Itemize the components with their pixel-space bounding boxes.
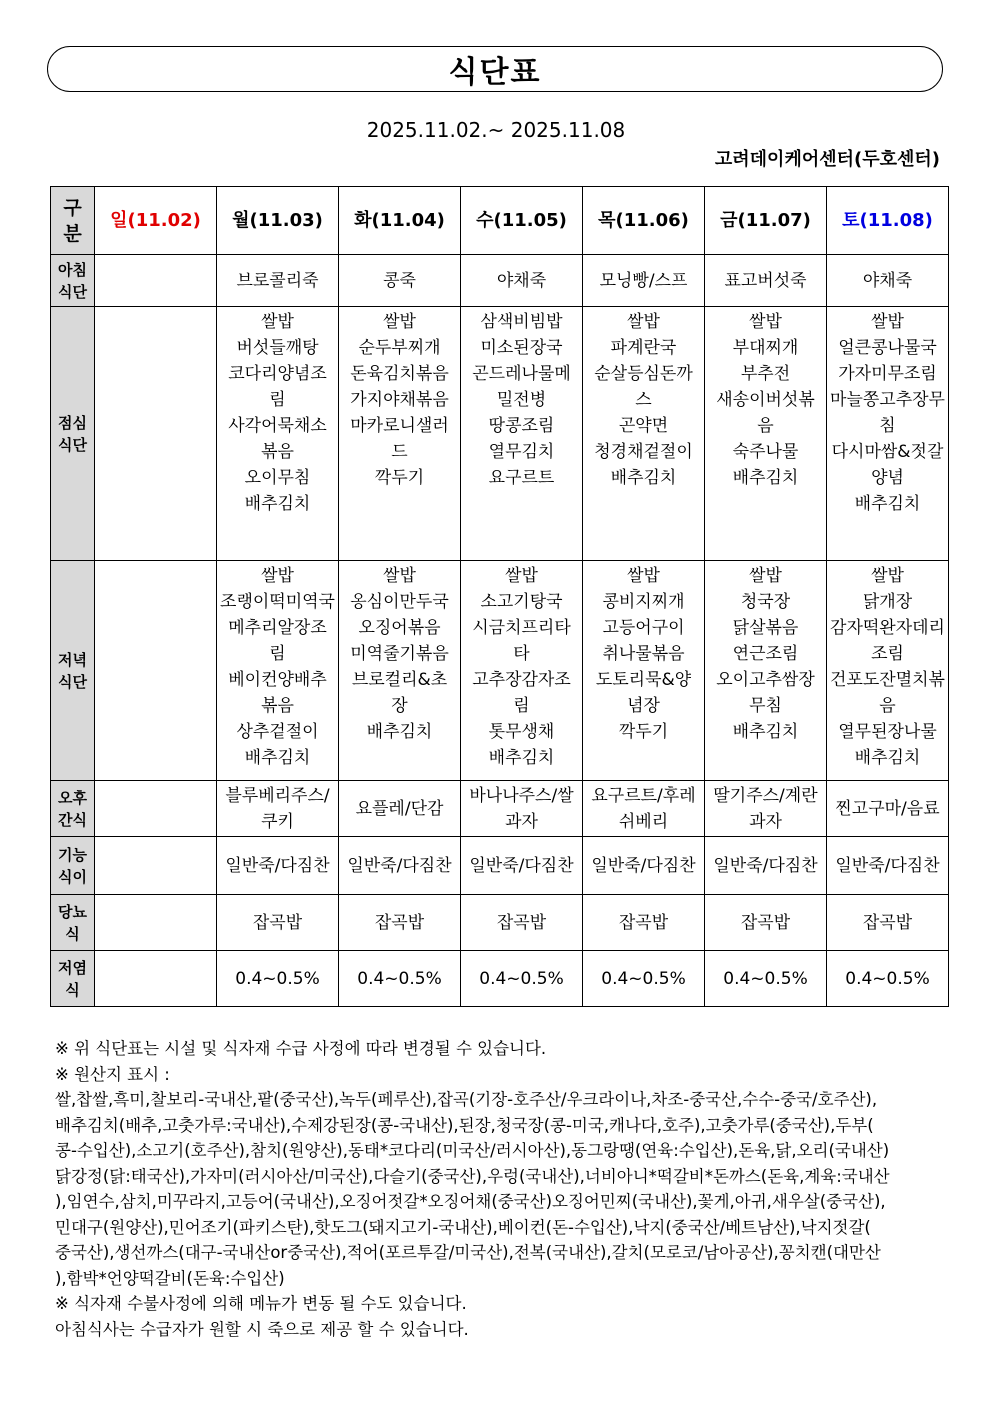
menu-item: 과자 <box>505 811 538 832</box>
menu-item: 얼큰콩나물국 <box>838 338 937 358</box>
menu-item: 돈육김치볶음 <box>350 364 449 384</box>
menu-item: 림 <box>269 644 286 664</box>
menu-item: 삼색비빔밥 <box>480 312 563 332</box>
menu-item: 쿠키 <box>261 811 294 832</box>
row-label-diabetic <box>51 895 95 951</box>
row-label-line: 점심 <box>58 413 87 432</box>
menu-item: 배추김치 <box>854 748 921 768</box>
menu-item: 미소된장국 <box>480 338 563 358</box>
menu-item: 배추김치 <box>244 748 311 768</box>
menu-item: 일반죽/다짐찬 <box>591 855 696 876</box>
note-line: ),함박*언양떡갈비(돈육:수입산) <box>55 1268 285 1288</box>
menu-item: 림 <box>269 390 286 410</box>
menu-item: 땅콩조림 <box>488 416 555 436</box>
row-label-dinner <box>51 561 95 781</box>
note-line: 중국산),생선까스(대구-국내산or중국산),적어(포르투갈/미국산),전복(국내산),갈치(모로코/남아공산),꽁치캔(대만산 <box>55 1243 881 1262</box>
menu-cell-dinner-fri <box>705 561 827 781</box>
note-line: 민대구(원양산),민어조기(파키스탄),핫도그(돼지고기-국내산),베이컨(돈-수입산),낙지(중국산/베트남산),낙지젓갈( <box>55 1217 871 1237</box>
row-label-snack <box>51 781 95 837</box>
menu-item: 쌀밥 <box>383 312 416 332</box>
menu-item: 잡곡밥 <box>374 912 425 933</box>
menu-cell-breakfast-mon <box>217 255 339 307</box>
menu-item: 미역줄기볶음 <box>350 644 449 664</box>
menu-item: 부대찌개 <box>732 338 799 358</box>
menu-cell-diabetic-wed <box>461 895 583 951</box>
menu-item: 잡곡밥 <box>618 912 669 933</box>
menu-item: 청국장 <box>740 592 791 612</box>
menu-cell-dinner-wed <box>461 561 583 781</box>
menu-cell-snack-sat <box>827 781 949 837</box>
menu-item: 새송이버섯볶 <box>716 390 815 410</box>
menu-item: 열무된장나물 <box>838 722 937 742</box>
menu-item: 타 <box>513 644 530 664</box>
menu-cell-breakfast-wed <box>461 255 583 307</box>
menu-item: 취나물볶음 <box>602 644 685 664</box>
menu-item: 가지야채볶음 <box>350 390 449 410</box>
row-label-line: 저녁 <box>58 650 87 669</box>
menu-item: 배추김치 <box>366 722 433 742</box>
row-label-line: 당뇨 <box>58 902 87 921</box>
menu-item: 곤드레나물메 <box>472 364 571 384</box>
menu-item: 코다리양념조 <box>228 364 327 384</box>
menu-body <box>51 255 949 1007</box>
menu-item: 일반죽/다짐찬 <box>469 855 574 876</box>
note-line: ※ 원산지 표시 : <box>55 1064 170 1084</box>
menu-item: 고등어구이 <box>602 618 685 638</box>
menu-item: 숙주나물 <box>732 442 799 462</box>
menu-item: 야채죽 <box>496 270 547 291</box>
row-label-functional <box>51 837 95 895</box>
menu-cell-lunch-fri <box>705 307 827 561</box>
menu-item: 상추겉절이 <box>236 722 319 742</box>
menu-item: 깍두기 <box>618 722 669 742</box>
menu-item: 0.4~0.5% <box>601 968 686 989</box>
center-name: 고려데이케어센터(두호센터) <box>714 149 940 170</box>
menu-cell-dinner-sat <box>827 561 949 781</box>
row-label-lunch <box>51 307 95 561</box>
menu-cell-functional-mon <box>217 837 339 895</box>
menu-cell-lowsalt-thu <box>583 951 705 1007</box>
row-label-line: 아침 <box>58 260 87 279</box>
note-line: 쌀,찹쌀,흑미,찰보리-국내산,팥(중국산),녹두(페루산),잡곡(기장-호주산/우크라이나,차조-중국산,수수-중국/호주산), <box>55 1090 878 1109</box>
menu-cell-lowsalt-wed <box>461 951 583 1007</box>
menu-item: 쌀밥 <box>505 566 538 586</box>
menu-cell-lunch-wed <box>461 307 583 561</box>
note-line: 콩-수입산),소고기(호주산),참치(원양산),동태*코다리(미국산/러시아산),동그랑땡(연육:수입산),돈육,닭,오리(국내산) <box>55 1141 890 1160</box>
menu-item: 스 <box>635 390 652 410</box>
menu-item: 연근조림 <box>732 644 799 664</box>
menu-item: 음 <box>757 416 774 436</box>
menu-cell-lunch-mon <box>217 307 339 561</box>
menu-item: 과자 <box>749 811 782 832</box>
menu-item: 볶음 <box>261 442 294 462</box>
menu-row-functional <box>51 837 949 895</box>
menu-cell-lowsalt-sat <box>827 951 949 1007</box>
menu-cell-dinner-sun <box>95 561 217 781</box>
menu-item: 요구르트/후레 <box>591 785 696 806</box>
menu-item: 오이무침 <box>244 468 311 488</box>
row-label-line: 식단 <box>58 282 87 301</box>
menu-item: 사각어묵채소 <box>228 416 327 436</box>
header-day-mon: 월(11.03) <box>217 187 339 255</box>
menu-row-diabetic <box>51 895 949 951</box>
row-label-line: 식단 <box>58 435 87 454</box>
menu-item: 다시마쌈&젓갈 <box>831 442 944 462</box>
header-day-wed: 수(11.05) <box>461 187 583 255</box>
menu-cell-lunch-thu <box>583 307 705 561</box>
menu-cell-snack-wed <box>461 781 583 837</box>
note-line: ※ 식자재 수불사정에 의해 메뉴가 변동 될 수도 있습니다. <box>55 1294 467 1313</box>
menu-item: 0.4~0.5% <box>845 968 930 989</box>
menu-item: 0.4~0.5% <box>235 968 320 989</box>
note-line: 닭강정(닭:태국산),가자미(러시아산/미국산),다슬기(중국산),우렁(국내산),너비아니*떡갈비*돈까스(돈육,계육:국내산 <box>55 1166 890 1186</box>
menu-cell-breakfast-sun <box>95 255 217 307</box>
menu-cell-dinner-mon <box>217 561 339 781</box>
menu-row-dinner <box>51 561 949 781</box>
menu-item: 닭살볶음 <box>732 618 799 638</box>
menu-item: 옹심이만두국 <box>350 592 449 612</box>
header-day-sat: 토(11.08) <box>827 187 949 255</box>
menu-row-lunch <box>51 307 949 561</box>
header-category <box>51 187 95 255</box>
menu-cell-functional-sat <box>827 837 949 895</box>
menu-row-lowsalt <box>51 951 949 1007</box>
menu-item: 장 <box>391 696 408 716</box>
menu-cell-diabetic-mon <box>217 895 339 951</box>
menu-cell-snack-mon <box>217 781 339 837</box>
menu-item: 마카로니샐러 <box>350 416 449 436</box>
menu-item: 일반죽/다짐찬 <box>713 855 818 876</box>
menu-item: 잡곡밥 <box>740 912 791 933</box>
menu-item: 순두부찌개 <box>358 338 441 358</box>
menu-cell-snack-tue <box>339 781 461 837</box>
menu-cell-lunch-sun <box>95 307 217 561</box>
menu-cell-snack-thu <box>583 781 705 837</box>
menu-item: 순살등심돈까 <box>594 364 693 384</box>
menu-cell-breakfast-thu <box>583 255 705 307</box>
menu-cell-snack-sun <box>95 781 217 837</box>
menu-item: 0.4~0.5% <box>479 968 564 989</box>
header-category-char: 구 <box>63 196 82 219</box>
row-label-line: 간식 <box>58 810 87 829</box>
menu-item: 시금치프리타 <box>472 618 571 638</box>
menu-item: 배추김치 <box>854 494 921 514</box>
menu-item: 일반죽/다짐찬 <box>835 855 940 876</box>
menu-item: 열무김치 <box>488 442 555 462</box>
menu-cell-snack-fri <box>705 781 827 837</box>
menu-row-snack <box>51 781 949 837</box>
menu-item: 오징어볶음 <box>358 618 441 638</box>
menu-cell-breakfast-sat <box>827 255 949 307</box>
menu-item: 마늘쫑고추장무 <box>830 390 945 410</box>
menu-item: 일반죽/다짐찬 <box>225 855 330 876</box>
menu-item: 쌀밥 <box>749 566 782 586</box>
menu-cell-lunch-tue <box>339 307 461 561</box>
menu-item: 쌀밥 <box>871 312 904 332</box>
menu-cell-functional-fri <box>705 837 827 895</box>
menu-item: 조랭이떡미역국 <box>220 592 335 612</box>
row-label-line: 기능 <box>58 845 87 864</box>
menu-cell-functional-thu <box>583 837 705 895</box>
menu-cell-lowsalt-mon <box>217 951 339 1007</box>
row-label-lowsalt <box>51 951 95 1007</box>
header-day-tue: 화(11.04) <box>339 187 461 255</box>
menu-item: 감자떡완자데리 <box>830 618 945 638</box>
menu-item: 바나나주스/쌀 <box>469 785 574 806</box>
menu-cell-functional-wed <box>461 837 583 895</box>
menu-item: 0.4~0.5% <box>357 968 442 989</box>
menu-item: 톳무생채 <box>488 722 555 742</box>
notes <box>55 1036 945 1342</box>
menu-item: 배추김치 <box>610 468 677 488</box>
menu-item: 표고버섯죽 <box>724 270 807 291</box>
page-title <box>47 46 943 92</box>
menu-cell-diabetic-thu <box>583 895 705 951</box>
menu-item: 야채죽 <box>862 270 913 291</box>
menu-item: 볶음 <box>261 696 294 716</box>
header-category-char: 분 <box>63 222 82 245</box>
menu-item: 청경채겉절이 <box>594 442 693 462</box>
menu-cell-functional-tue <box>339 837 461 895</box>
menu-cell-diabetic-tue <box>339 895 461 951</box>
menu-item: 배추김치 <box>732 722 799 742</box>
menu-item: 요구르트 <box>488 468 555 488</box>
note-line: ※ 위 식단표는 시설 및 식자재 수급 사정에 따라 변경될 수 있습니다. <box>55 1039 547 1058</box>
menu-item: 쌀밥 <box>383 566 416 586</box>
header-day-sun: 일(11.02) <box>95 187 217 255</box>
menu-item: 배추김치 <box>244 494 311 514</box>
note-line: 배추김치(배추,고춧가루:국내산),수제강된장(콩-국내산),된장,청국장(콩-미국,캐나다,호주),고춧가루(중국산),두부( <box>55 1115 874 1135</box>
menu-item: 쌀밥 <box>627 566 660 586</box>
menu-item: 메추리알장조 <box>228 618 327 638</box>
row-label-line: 식 <box>65 924 80 943</box>
menu-item: 곤약면 <box>618 416 669 436</box>
row-label-line: 식이 <box>58 867 87 886</box>
menu-item: 음 <box>879 696 896 716</box>
menu-cell-dinner-thu <box>583 561 705 781</box>
menu-item: 쌀밥 <box>261 312 294 332</box>
menu-item: 림 <box>513 696 530 716</box>
menu-cell-diabetic-sat <box>827 895 949 951</box>
menu-item: 베이컨양배추 <box>228 670 327 690</box>
menu-item: 조림 <box>871 644 904 664</box>
date-range: 2025.11.02.~ 2025.11.08 <box>366 118 626 142</box>
menu-item: 도토리묵&양 <box>595 670 692 690</box>
header-row <box>51 187 949 255</box>
menu-row-breakfast <box>51 255 949 307</box>
menu-item: 드 <box>391 442 408 462</box>
menu-item: 찐고구마/음료 <box>835 798 940 819</box>
note-line: ),임연수,삼치,미꾸라지,고등어(국내산),오징어젓갈*오징어채(중국산)오징어민찌(국내산),꽃게,아귀,새우살(중국산), <box>55 1192 886 1211</box>
menu-item: 파계란국 <box>610 338 677 358</box>
menu-item: 콩죽 <box>383 270 416 291</box>
menu-item: 고추장감자조 <box>472 670 571 690</box>
menu-item: 무침 <box>749 696 782 716</box>
menu-item: 부추전 <box>740 364 791 384</box>
menu-item: 쉬베리 <box>618 811 669 832</box>
menu-cell-diabetic-fri <box>705 895 827 951</box>
menu-item: 블루베리주스/ <box>225 785 330 806</box>
menu-item: 모닝빵/스프 <box>599 270 688 291</box>
menu-cell-lowsalt-sun <box>95 951 217 1007</box>
menu-item: 브로콜리죽 <box>236 270 319 291</box>
menu-item: 닭개장 <box>862 592 913 612</box>
menu-item: 밀전병 <box>496 390 547 410</box>
menu-item: 일반죽/다짐찬 <box>347 855 452 876</box>
menu-cell-diabetic-sun <box>95 895 217 951</box>
row-label-breakfast <box>51 255 95 307</box>
menu-item: 배추김치 <box>488 748 555 768</box>
row-label-line: 저염 <box>58 958 87 977</box>
menu-cell-lowsalt-fri <box>705 951 827 1007</box>
menu-item: 양념 <box>871 468 904 488</box>
menu-item: 오이고추쌈장 <box>716 670 815 690</box>
menu-item: 잡곡밥 <box>496 912 547 933</box>
menu-item: 가자미무조림 <box>838 364 937 384</box>
menu-cell-lunch-sat <box>827 307 949 561</box>
row-label-line: 오후 <box>58 788 87 807</box>
menu-item: 배추김치 <box>732 468 799 488</box>
menu-cell-breakfast-fri <box>705 255 827 307</box>
menu-item: 딸기주스/계란 <box>713 785 818 806</box>
row-label-line: 식단 <box>58 672 87 691</box>
note-line: 아침식사는 수급자가 원할 시 죽으로 제공 할 수 있습니다. <box>55 1319 469 1339</box>
menu-item: 잡곡밥 <box>252 912 303 933</box>
menu-item: 브로컬리&초 <box>351 670 448 690</box>
menu-item: 0.4~0.5% <box>723 968 808 989</box>
menu-item: 쌀밥 <box>261 566 294 586</box>
menu-cell-dinner-tue <box>339 561 461 781</box>
menu-item: 쌀밥 <box>749 312 782 332</box>
menu-item: 침 <box>879 416 896 436</box>
menu-item: 념장 <box>627 696 660 716</box>
menu-table <box>50 186 949 1007</box>
menu-item: 쌀밥 <box>627 312 660 332</box>
menu-item: 콩비지찌개 <box>602 592 685 612</box>
page-title-text: 식단표 <box>448 55 542 90</box>
menu-item: 버섯들깨탕 <box>236 338 319 358</box>
menu-cell-breakfast-tue <box>339 255 461 307</box>
header-day-fri: 금(11.07) <box>705 187 827 255</box>
menu-item: 쌀밥 <box>871 566 904 586</box>
menu-cell-lowsalt-tue <box>339 951 461 1007</box>
row-label-line: 식 <box>65 980 80 999</box>
menu-item: 건포도잔멸치볶 <box>830 670 945 690</box>
menu-item: 소고기탕국 <box>480 592 563 612</box>
menu-item: 요플레/단감 <box>355 798 444 819</box>
menu-item: 잡곡밥 <box>862 912 913 933</box>
header-day-thu: 목(11.06) <box>583 187 705 255</box>
menu-cell-functional-sun <box>95 837 217 895</box>
menu-item: 깍두기 <box>374 468 425 488</box>
